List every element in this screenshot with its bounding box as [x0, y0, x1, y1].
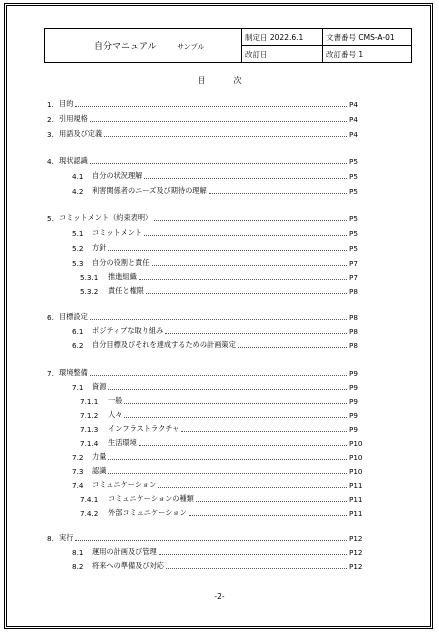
toc-leader-dots [108, 389, 347, 390]
toc-leader-dots [146, 293, 347, 294]
toc-entry-number: 3. [47, 129, 54, 139]
toc-entry-page: P9 [349, 410, 358, 420]
toc-entry-title: 責任と権限 [108, 286, 144, 295]
toc-leader-dots [196, 501, 347, 502]
toc-entry-title: 自分目標及びそれを達成するための計画策定 [92, 340, 236, 349]
toc-entry-title: 実行 [59, 533, 74, 542]
toc-entry-title: 現状認識 [59, 156, 88, 165]
toc-entry [80, 493, 363, 505]
toc-entry-number: 7.4.2 [80, 508, 99, 518]
toc-entry-page: P8 [349, 312, 358, 322]
toc-leader-dots [144, 178, 347, 179]
toc-leader-dots [104, 136, 347, 137]
toc-entry-number: 7. [47, 368, 54, 378]
toc-entry-title: 利害関係者のニーズ及び期待の理解 [92, 186, 207, 195]
toc-leader-dots [181, 431, 347, 432]
toc-entry [47, 113, 363, 125]
toc-leader-dots [108, 473, 347, 474]
toc-entry-page: P9 [349, 424, 358, 434]
document-title: 自分マニュアル [94, 42, 157, 52]
toc-entry-page: P5 [349, 186, 358, 196]
toc-heading-char-2: 次 [233, 76, 242, 85]
toc-entry [80, 507, 363, 519]
toc-entry-number: 5. [47, 213, 54, 223]
toc-leader-dots [165, 333, 347, 334]
toc-entry-number: 7.2 [72, 452, 84, 462]
toc-entry [72, 325, 363, 337]
toc-entry [47, 532, 363, 544]
toc-entry-page: P9 [349, 396, 358, 406]
toc-leader-dots [139, 445, 347, 446]
toc-leader-dots [108, 250, 347, 251]
toc-leader-dots [90, 375, 347, 376]
toc-leader-dots [90, 121, 347, 122]
toc-entry-page: P10 [349, 452, 363, 462]
toc-entry-number: 7.3 [72, 466, 84, 476]
toc-entry [72, 479, 363, 491]
toc-entry-page: P12 [349, 533, 363, 543]
toc-entry-number: 4. [47, 156, 54, 166]
toc-leader-dots [75, 540, 347, 541]
toc-entry-page: P10 [349, 466, 363, 476]
toc-entry-title: インフラストラクチャ [108, 424, 180, 433]
toc-entry [80, 409, 363, 421]
toc-entry-title: 自分の状況理解 [92, 171, 143, 180]
toc-entry-number: 2. [47, 114, 54, 124]
toc-entry-title: 力量 [92, 452, 107, 461]
toc-entry-number: 7.1 [72, 382, 84, 392]
toc-entry-title: 資源 [92, 382, 107, 391]
toc-leader-dots [75, 106, 347, 107]
established-date: 制定日 2022.6.1 [242, 29, 323, 46]
toc-leader-dots [124, 417, 347, 418]
toc-entry [72, 170, 363, 182]
toc-entry-title: 運用の計画及び管理 [92, 547, 157, 556]
toc-entry-page: P12 [349, 561, 363, 571]
toc-entry-page: P11 [349, 508, 363, 518]
toc-entry-title: 自分の役割と責任 [92, 258, 150, 267]
toc-heading-char-1: 目 [197, 76, 206, 85]
toc-entry-title: 目的 [59, 99, 74, 108]
toc-entry-number: 5.3.1 [80, 272, 99, 282]
toc-leader-dots [144, 235, 347, 236]
toc-entry-number: 1. [47, 99, 54, 109]
toc-heading [0, 75, 439, 86]
toc-leader-dots [209, 193, 347, 194]
toc-entry-title: 目標設定 [59, 312, 88, 321]
toc-entry [72, 381, 363, 393]
toc-entry [80, 423, 363, 435]
toc-entry [72, 185, 363, 197]
toc-leader-dots [154, 220, 347, 221]
toc-entry [72, 451, 363, 463]
toc-entry-number: 5.2 [72, 243, 84, 253]
toc-entry [80, 437, 363, 449]
toc-leader-dots [90, 319, 347, 320]
toc-entry-title: 推進組織 [108, 272, 137, 281]
document-number: 文書番号 CMS-A-01 [323, 29, 412, 46]
toc-entry-number: 7.1.4 [80, 438, 99, 448]
toc-entry [72, 560, 363, 572]
toc-entry-title: 引用規格 [59, 114, 88, 123]
toc-leader-dots [189, 515, 347, 516]
toc-entry-page: P9 [349, 368, 358, 378]
toc-entry-page: P5 [349, 213, 358, 223]
title-cell [45, 29, 242, 63]
toc-entry [72, 546, 363, 558]
toc-entry-number: 4.2 [72, 186, 84, 196]
toc-entry-title: コミットメント [92, 228, 143, 237]
toc-leader-dots [124, 403, 347, 404]
revision-number: 改訂番号 1 [323, 46, 412, 63]
toc-entry-number: 7.4.1 [80, 494, 99, 504]
toc-entry-page: P10 [349, 438, 363, 448]
toc-entry-number: 6. [47, 312, 54, 322]
toc-entry-page: P8 [349, 340, 358, 350]
toc-entry-number: 6.2 [72, 340, 84, 350]
toc-leader-dots [139, 279, 347, 280]
toc-entry-number: 6.1 [72, 326, 84, 336]
toc-entry [47, 155, 363, 167]
toc-leader-dots [152, 265, 347, 266]
toc-entry-page: P5 [349, 228, 358, 238]
toc-leader-dots [108, 459, 347, 460]
toc-leader-dots [158, 487, 347, 488]
toc-entry-page: P7 [349, 258, 358, 268]
toc-entry [80, 271, 363, 283]
toc-entry-number: 7.1.1 [80, 396, 99, 406]
toc-entry-title: 外部コミュニケーション [108, 508, 187, 517]
toc-leader-dots [166, 568, 347, 569]
toc-entry-page: P8 [349, 286, 358, 296]
toc-entry-title: 認識 [92, 466, 107, 475]
revised-date: 改訂日 [242, 46, 323, 63]
toc-entry-title: コミュニケーションの種類 [108, 494, 194, 503]
toc-entry-number: 8. [47, 533, 54, 543]
toc-entry-number: 7.4 [72, 480, 84, 490]
toc-entry [47, 98, 363, 110]
toc-entry-number: 5.1 [72, 228, 84, 238]
toc-entry-page: P11 [349, 480, 363, 490]
toc-entry-number: 8.2 [72, 561, 84, 571]
toc-entry-title: 一般 [108, 396, 123, 405]
toc-entry-page: P5 [349, 171, 358, 181]
toc-entry-title: 将来への準備及び対応 [92, 561, 164, 570]
toc-entry-number: 5.3.2 [80, 286, 99, 296]
toc-entry [72, 465, 363, 477]
toc-entry-page: P7 [349, 272, 358, 282]
page-number: -2- [214, 592, 225, 601]
toc-leader-dots [159, 554, 347, 555]
toc-leader-dots [90, 163, 347, 164]
toc-entry-page: P4 [349, 129, 358, 139]
toc-entry [72, 242, 363, 254]
toc-entry [47, 128, 363, 140]
toc-entry-number: 7.1.3 [80, 424, 99, 434]
toc-entry-number: 4.1 [72, 171, 84, 181]
toc-entry-page: P11 [349, 494, 363, 504]
toc-entry-title: 用語及び定義 [59, 129, 103, 138]
toc-entry-page: P4 [349, 114, 358, 124]
toc-entry-number: 5.3 [72, 258, 84, 268]
toc-entry-title: 方針 [92, 243, 107, 252]
toc-entry-title: コミットメント（約束表明） [59, 213, 153, 222]
toc-entry [72, 339, 363, 351]
toc-entry [72, 227, 363, 239]
toc-entry-page: P9 [349, 382, 358, 392]
document-subtitle: サンプル [177, 43, 205, 51]
toc-entry-title: コミュニケーション [92, 480, 157, 489]
toc-entry-page: P4 [349, 99, 358, 109]
toc-leader-dots [238, 347, 347, 348]
toc-entry [80, 285, 363, 297]
toc-entry-page: P5 [349, 243, 358, 253]
toc-entry-number: 7.1.2 [80, 410, 99, 420]
toc-entry [47, 311, 363, 323]
toc-entry-page: P12 [349, 547, 363, 557]
toc-entry-title: 人々 [108, 410, 123, 419]
toc-entry-page: P5 [349, 156, 358, 166]
toc-entry [47, 212, 363, 224]
document-header-table [44, 28, 412, 63]
toc-entry-page: P8 [349, 326, 358, 336]
toc-entry [47, 367, 363, 379]
toc-entry-title: ポジティブな取り組み [92, 326, 164, 335]
toc-entry [80, 395, 363, 407]
toc-entry-title: 生活環境 [108, 438, 137, 447]
toc-entry-title: 環境整備 [59, 368, 88, 377]
toc-entry [72, 257, 363, 269]
toc-entry-number: 8.1 [72, 547, 84, 557]
